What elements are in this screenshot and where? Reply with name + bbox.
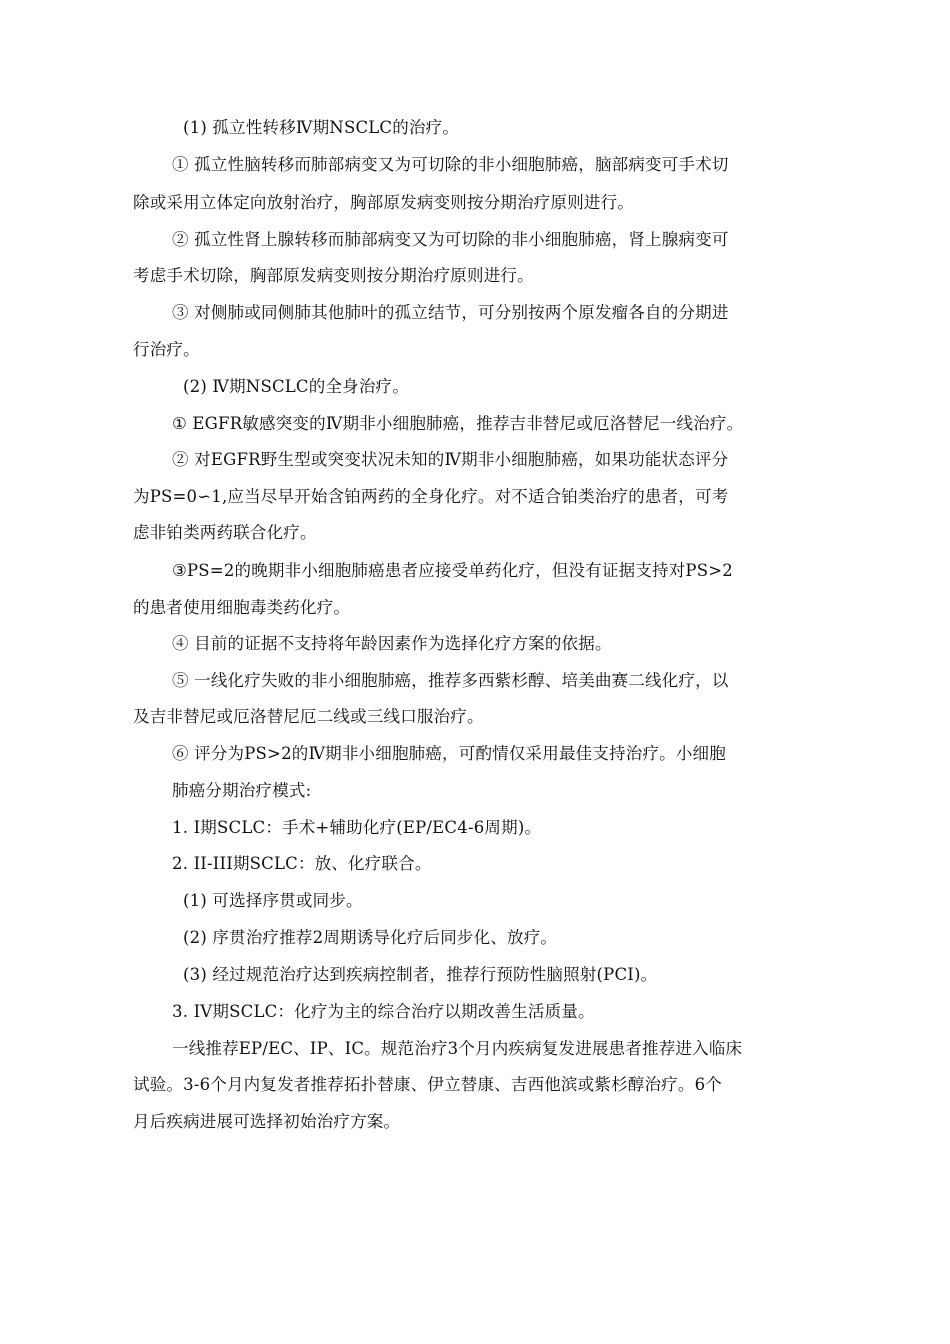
text-line: 及吉非替尼或厄洛替尼厄二线或三线口服治疗。 [133,707,484,726]
text-line: (1) 可选择序贯或同步。 [183,891,363,910]
text-line: (2) Ⅳ期NSCLC的全身治疗。 [183,377,409,396]
text-line: 考虑手术切除，胸部原发病变则按分期治疗原则进行。 [133,266,534,285]
text-line: ② 孤立性肾上腺转移而肺部病变又为可切除的非小细胞肺癌，肾上腺病变可 [172,230,729,249]
text-line: 试验。3-6个月内复发者推荐拓扑替康、伊立替康、吉西他滨或紫杉醇治疗。6个 [133,1075,722,1094]
text-line: 除或采用立体定向放射治疗，胸部原发病变则按分期治疗原则进行。 [133,193,634,212]
text-line: ③PS=2的晚期非小细胞肺癌患者应接受单药化疗，但没有证据支持对PS>2 [172,561,733,580]
text-line: 2. II-III期SCLC：放、化疗联合。 [172,854,432,873]
text-line: ⑥ 评分为PS>2的Ⅳ期非小细胞肺癌，可酌情仅采用最佳支持治疗。小细胞 [172,744,726,763]
text-line: 虑非铂类两药联合化疗。 [133,523,317,542]
text-line: ④ 目前的证据不支持将年龄因素作为选择化疗方案的依据。 [172,634,612,653]
text-line: ① EGFR敏感突变的Ⅳ期非小细胞肺癌，推荐吉非替尼或厄洛替尼一线治疗。 [172,414,744,433]
text-line: 月后疾病进展可选择初始治疗方案。 [133,1112,401,1131]
text-line: ⑤ 一线化疗失败的非小细胞肺癌，推荐多西紫杉醇、培美曲赛二线化疗，以 [172,671,729,690]
text-line: 为PS=0∽1,应当尽早开始含铂两药的全身化疗。对不适合铂类治疗的患者，可考 [133,487,729,506]
text-line: 1. I期SCLC：手术+辅助化疗(EP/EC4-6周期)。 [172,818,542,837]
text-line: ② 对EGFR野生型或突变状况未知的Ⅳ期非小细胞肺癌，如果功能状态评分 [172,450,729,469]
text-line: ① 孤立性脑转移而肺部病变又为可切除的非小细胞肺癌，脑部病变可手术切 [172,155,729,174]
text-line: 肺癌分期治疗模式: [172,781,312,800]
text-line: 3. IV期SCLC：化疗为主的综合治疗以期改善生活质量。 [172,1002,595,1021]
text-line: (3) 经过规范治疗达到疾病控制者，推荐行预防性脑照射(PCI)。 [183,965,658,984]
text-line: (2) 序贯治疗推荐2周期诱导化疗后同步化、放疗。 [183,928,558,947]
text-line: 一线推荐EP/EC、IP、IC。规范治疗3个月内疾病复发进展患者推荐进入临床 [172,1039,743,1058]
text-line: 行治疗。 [133,340,200,359]
text-line: ③ 对侧肺或同侧肺其他肺叶的孤立结节，可分别按两个原发瘤各自的分期进 [172,303,729,322]
text-line: (1) 孤立性转移Ⅳ期NSCLC的治疗。 [183,118,460,137]
text-line: 的患者使用细胞毒类药化疗。 [133,598,351,617]
